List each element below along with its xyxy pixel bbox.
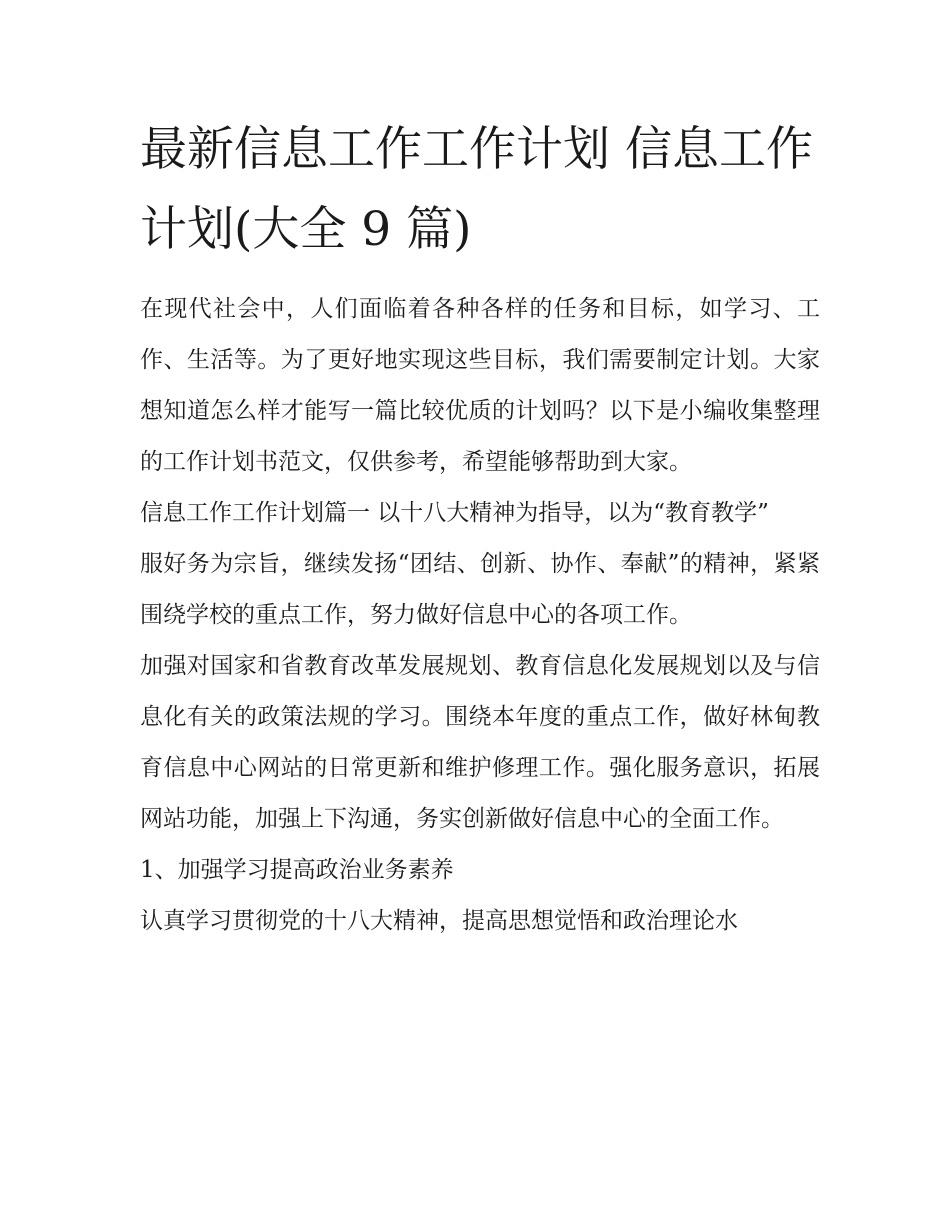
paragraph-section-one-heading: 信息工作工作计划篇一 以十八大精神为指导，以为“教育教学” (140, 500, 769, 526)
paragraph-subheading-1: 1、加强学习提高政治业务素养 (140, 857, 454, 883)
paragraph-study-detail: 认真学习贯彻党的十八大精神，提高思想觉悟和政治理论水 (140, 908, 738, 934)
paragraph-policy-study: 加强对国家和省教育改革发展规划、教育信息化发展规划以及与信息化有关的政策法规的学习。围绕本年度的重点工作，做好林甸教育信息中心网站的日常更新和维护修理工作。强化服务意识，拓展网站功能，加强上下沟通，务实创新做好信息中心的全面工作。 (140, 653, 820, 832)
paragraph-service-purpose: 服好务为宗旨，继续发扬“团结、创新、协作、奉献”的精神，紧紧围绕学校的重点工作，努力做好信息中心的各项工作。 (140, 551, 820, 628)
document-title: 最新信息工作工作计划 信息工作计划(大全 9 篇) (140, 122, 813, 257)
paragraph-intro: 在现代社会中，人们面临着各种各样的任务和目标，如学习、工作、生活等。为了更好地实现这些目标，我们需要制定计划。大家想知道怎么样才能写一篇比较优质的计划吗？以下是小编收集整理的工作计划书范文，仅供参考，希望能够帮助到大家。 (140, 296, 820, 475)
document-body (140, 110, 820, 947)
